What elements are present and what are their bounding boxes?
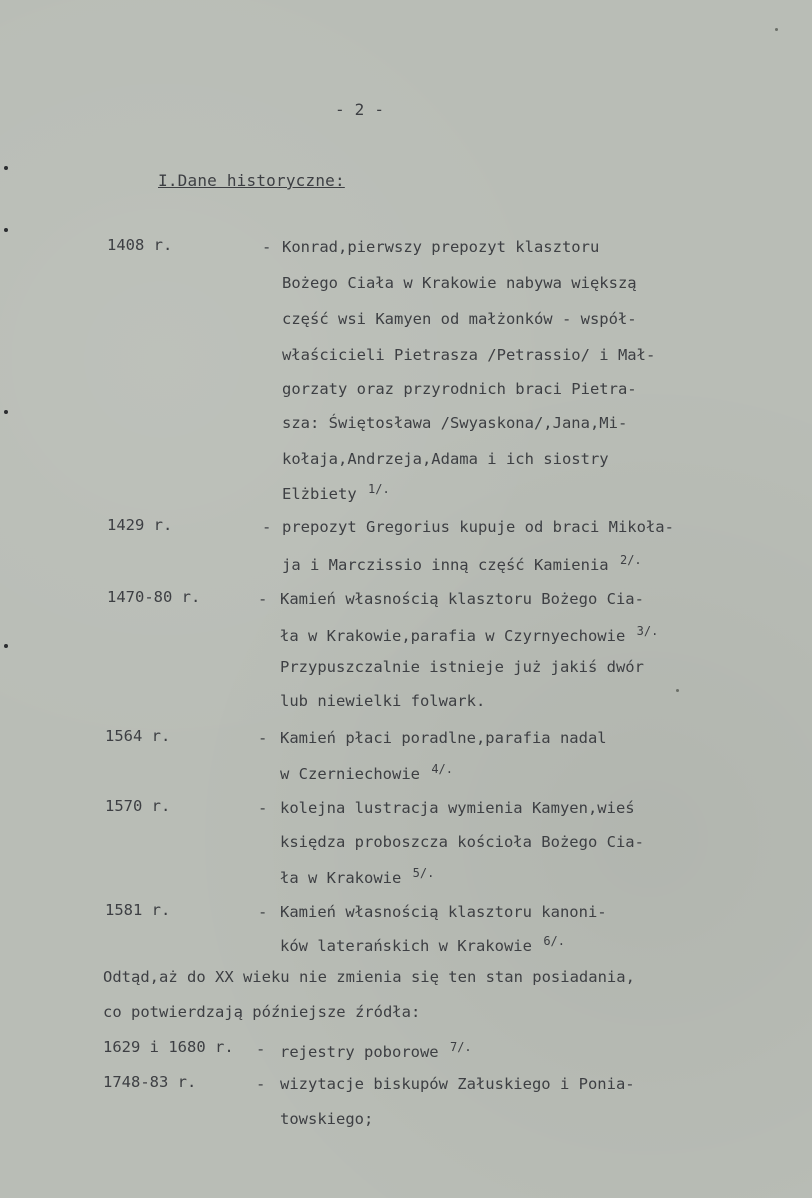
section-title: I.Dane historyczne: — [158, 171, 345, 190]
entry-line: Bożego Ciała w Krakowie nabywa większą — [282, 274, 637, 292]
entry-line: kołaja,Andrzeja,Adama i ich siostry — [282, 450, 609, 468]
entry-line: Kamień własnością klasztoru kanoni- — [280, 903, 607, 921]
entry-line: prepozyt Gregorius kupuje od braci Mikoła- — [282, 518, 674, 536]
paper-speck — [676, 689, 679, 692]
entry-line-text: rejestry poborowe — [280, 1043, 439, 1061]
entry-date: 1748-83 r. — [103, 1073, 197, 1091]
paper-speck — [775, 28, 778, 31]
entry-line — [282, 553, 642, 574]
entry-line — [280, 624, 658, 645]
entry-dash: - — [256, 1040, 266, 1058]
margin-bullet — [4, 644, 8, 648]
footnote-ref: 2/. — [619, 553, 642, 567]
entry-date: 1570 r. — [105, 797, 171, 815]
entry-line-text: ła w Krakowie — [280, 869, 402, 887]
entry-date: 1581 r. — [105, 901, 171, 919]
page-number: - 2 - — [335, 100, 385, 119]
entry-dash: - — [258, 729, 268, 747]
entry-line: sza: Świętosława /Swyaskona/,Jana,Mi- — [282, 414, 628, 432]
entry-line: Konrad,pierwszy prepozyt klasztoru — [282, 238, 600, 256]
entry-line: księdza proboszcza kościoła Bożego Cia- — [280, 833, 644, 851]
entry-line: lub niewielki folwark. — [280, 692, 486, 710]
entry-line-text: w Czerniechowie — [280, 765, 420, 783]
entry-line — [280, 934, 565, 955]
footnote-ref: 6/. — [543, 934, 565, 948]
entry-line — [280, 866, 434, 887]
entry-line-text: ła w Krakowie,parafia w Czyrnyechowie — [280, 627, 626, 645]
entry-date: 1629 i 1680 r. — [103, 1038, 234, 1056]
entry-line: gorzaty oraz przyrodnich braci Pietra- — [282, 380, 637, 398]
entry-line-text: Elżbiety — [282, 485, 357, 503]
footnote-ref: 3/. — [636, 624, 659, 638]
entry-line: towskiego; — [280, 1110, 374, 1128]
margin-bullet — [4, 166, 8, 170]
entry-line: Kamień własnością klasztoru Bożego Cia- — [280, 590, 644, 608]
entry-line: właścicieli Pietrasza /Petrassio/ i Mał- — [282, 346, 656, 364]
entry-line-text: ja i Marczissio inną część Kamienia — [282, 556, 609, 574]
entry-date: 1564 r. — [105, 727, 171, 745]
footnote-ref: 5/. — [412, 866, 435, 880]
entry-date: 1408 r. — [107, 236, 173, 254]
footnote-ref: 4/. — [431, 762, 454, 776]
paragraph-line: Odtąd,aż do XX wieku nie zmienia się ten stan posiadania, — [103, 968, 635, 986]
paragraph-line: co potwierdzają późniejsze źródła: — [103, 1003, 421, 1021]
margin-bullet — [4, 410, 8, 414]
footnote-ref: 1/. — [368, 482, 390, 496]
entry-dash: - — [258, 590, 268, 608]
entry-line-text: ków laterańskich w Krakowie — [280, 937, 532, 955]
entry-line — [280, 1040, 472, 1061]
entry-line — [282, 482, 390, 503]
entry-date: 1429 r. — [107, 516, 173, 534]
entry-line — [280, 762, 453, 783]
entry-date: 1470-80 r. — [107, 588, 201, 606]
entry-dash: - — [256, 1075, 266, 1093]
entry-line: kolejna lustracja wymienia Kamyen,wieś — [280, 799, 635, 817]
entry-dash: - — [258, 799, 268, 817]
footnote-ref: 7/. — [449, 1040, 472, 1054]
entry-dash: - — [262, 238, 272, 256]
entry-line: Kamień płaci poradlne,parafia nadal — [280, 729, 607, 747]
entry-dash: - — [258, 903, 268, 921]
entry-dash: - — [262, 518, 272, 536]
margin-bullet — [4, 228, 8, 232]
entry-line: wizytacje biskupów Załuskiego i Ponia- — [280, 1075, 635, 1093]
entry-line: część wsi Kamyen od małżonków - współ- — [282, 310, 637, 328]
entry-line: Przypuszczalnie istnieje już jakiś dwór — [280, 658, 644, 676]
